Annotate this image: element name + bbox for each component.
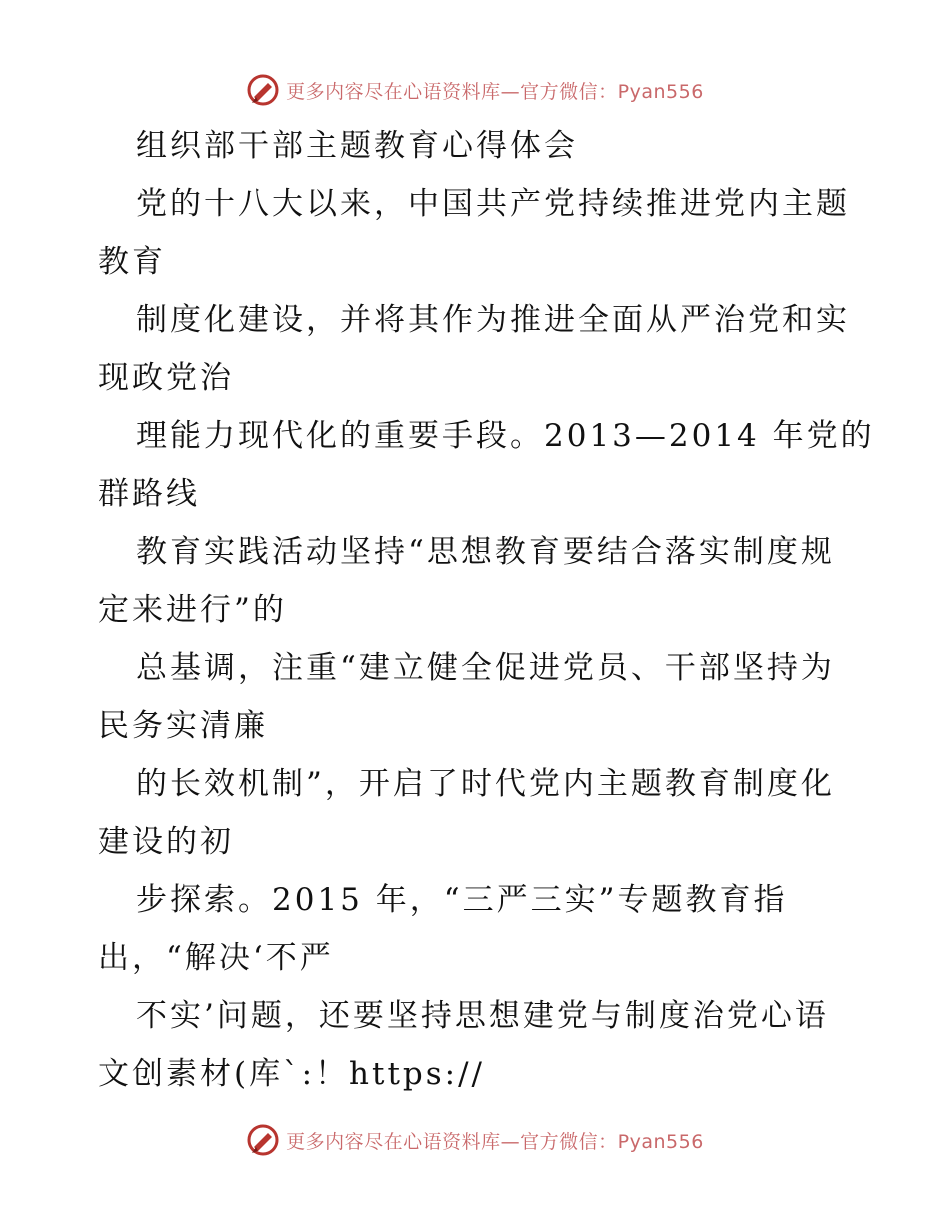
paragraph-line: 文创素材(库`:！https:// — [98, 1056, 486, 1092]
pen-logo-icon — [246, 1123, 280, 1157]
paragraph-line: 的长效机制”，开启了时代党内主题教育制度化 — [136, 766, 835, 802]
paragraph-line: 教育实践活动坚持“思想教育要结合落实制度规 — [136, 534, 835, 570]
paragraph-line: 定来进行”的 — [98, 592, 287, 628]
header-banner — [0, 70, 950, 110]
paragraph-line: 党的十八大以来，中国共产党持续推进党内主题 — [136, 186, 850, 222]
paragraph-line: 建设的初 — [98, 824, 234, 860]
pen-logo-icon — [246, 73, 280, 107]
paragraph-line: 群路线 — [98, 476, 200, 512]
header-banner-text: 更多内容尽在心语资料库—官方微信：Pyan556 — [286, 80, 704, 103]
paragraph-line: 制度化建设，并将其作为推进全面从严治党和实 — [136, 302, 850, 338]
document-title: 组织部干部主题教育心得体会 — [136, 128, 578, 164]
footer-banner-text: 更多内容尽在心语资料库—官方微信：Pyan556 — [286, 1130, 704, 1153]
paragraph-line: 理能力现代化的重要手段。2013—2014 年党的 — [136, 418, 875, 454]
paragraph-line: 不实’问题，还要坚持思想建党与制度治党心语 — [136, 998, 829, 1034]
paragraph-line: 步探索。2015 年，“三严三实”专题教育指 — [136, 882, 788, 918]
document-body — [98, 117, 875, 1103]
paragraph-line: 出，“解决‘不严 — [98, 940, 334, 976]
paragraph-line: 教育 — [98, 244, 166, 280]
paragraph-line: 现政党治 — [98, 360, 234, 396]
footer-banner — [0, 1120, 950, 1160]
paragraph-line: 总基调，注重“建立健全促进党员、干部坚持为 — [136, 650, 835, 686]
paragraph-line: 民务实清廉 — [98, 708, 268, 744]
